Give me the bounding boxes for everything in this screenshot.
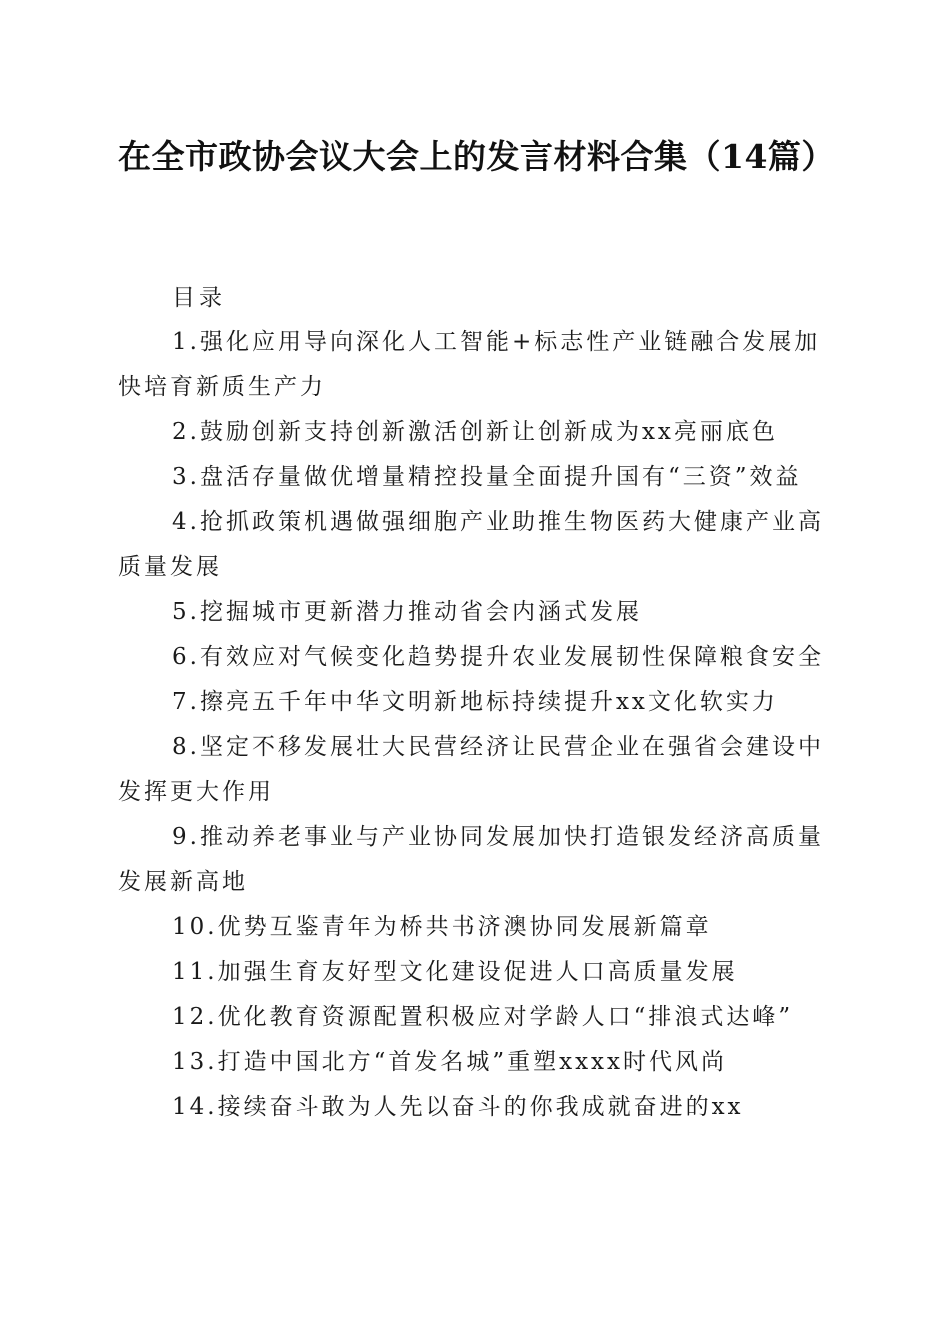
toc-item: 11.加强生育友好型文化建设促进人口高质量发展 bbox=[172, 959, 738, 985]
toc-item: 3.盘活存量做优增量精控投量全面提升国有“三资”效益 bbox=[172, 464, 802, 490]
toc-item: 14.接续奋斗敢为人先以奋斗的你我成就奋进的xx bbox=[172, 1094, 744, 1120]
toc-item: 8.坚定不移发展壮大民营经济让民营企业在强省会建设中发挥更大作用 bbox=[118, 734, 824, 805]
toc-item: 1.强化应用导向深化人工智能+标志性产业链融合发展加快培育新质生产力 bbox=[118, 329, 821, 400]
toc-item: 7.擦亮五千年中华文明新地标持续提升xx文化软实力 bbox=[172, 689, 778, 715]
toc-item: 10.优势互鉴青年为桥共书济澳协同发展新篇章 bbox=[172, 914, 712, 940]
table-of-contents bbox=[118, 276, 826, 1130]
toc-heading: 目录 bbox=[172, 285, 226, 311]
toc-item: 6.有效应对气候变化趋势提升农业发展韧性保障粮食安全 bbox=[172, 644, 824, 670]
toc-item: 13.打造中国北方“首发名城”重塑xxxx时代风尚 bbox=[172, 1049, 727, 1075]
toc-item: 12.优化教育资源配置积极应对学龄人口“排浪式达峰” bbox=[172, 1004, 794, 1030]
toc-list bbox=[118, 320, 826, 1130]
toc-item: 9.推动养老事业与产业协同发展加快打造银发经济高质量发展新高地 bbox=[118, 824, 824, 895]
document-title: 在全市政协会议大会上的发言材料合集（14篇） bbox=[118, 137, 835, 176]
toc-item: 4.抢抓政策机遇做强细胞产业助推生物医药大健康产业高质量发展 bbox=[118, 509, 824, 580]
toc-item: 5.挖掘城市更新潜力推动省会内涵式发展 bbox=[172, 599, 642, 625]
toc-item: 2.鼓励创新支持创新激活创新让创新成为xx亮丽底色 bbox=[172, 419, 778, 445]
